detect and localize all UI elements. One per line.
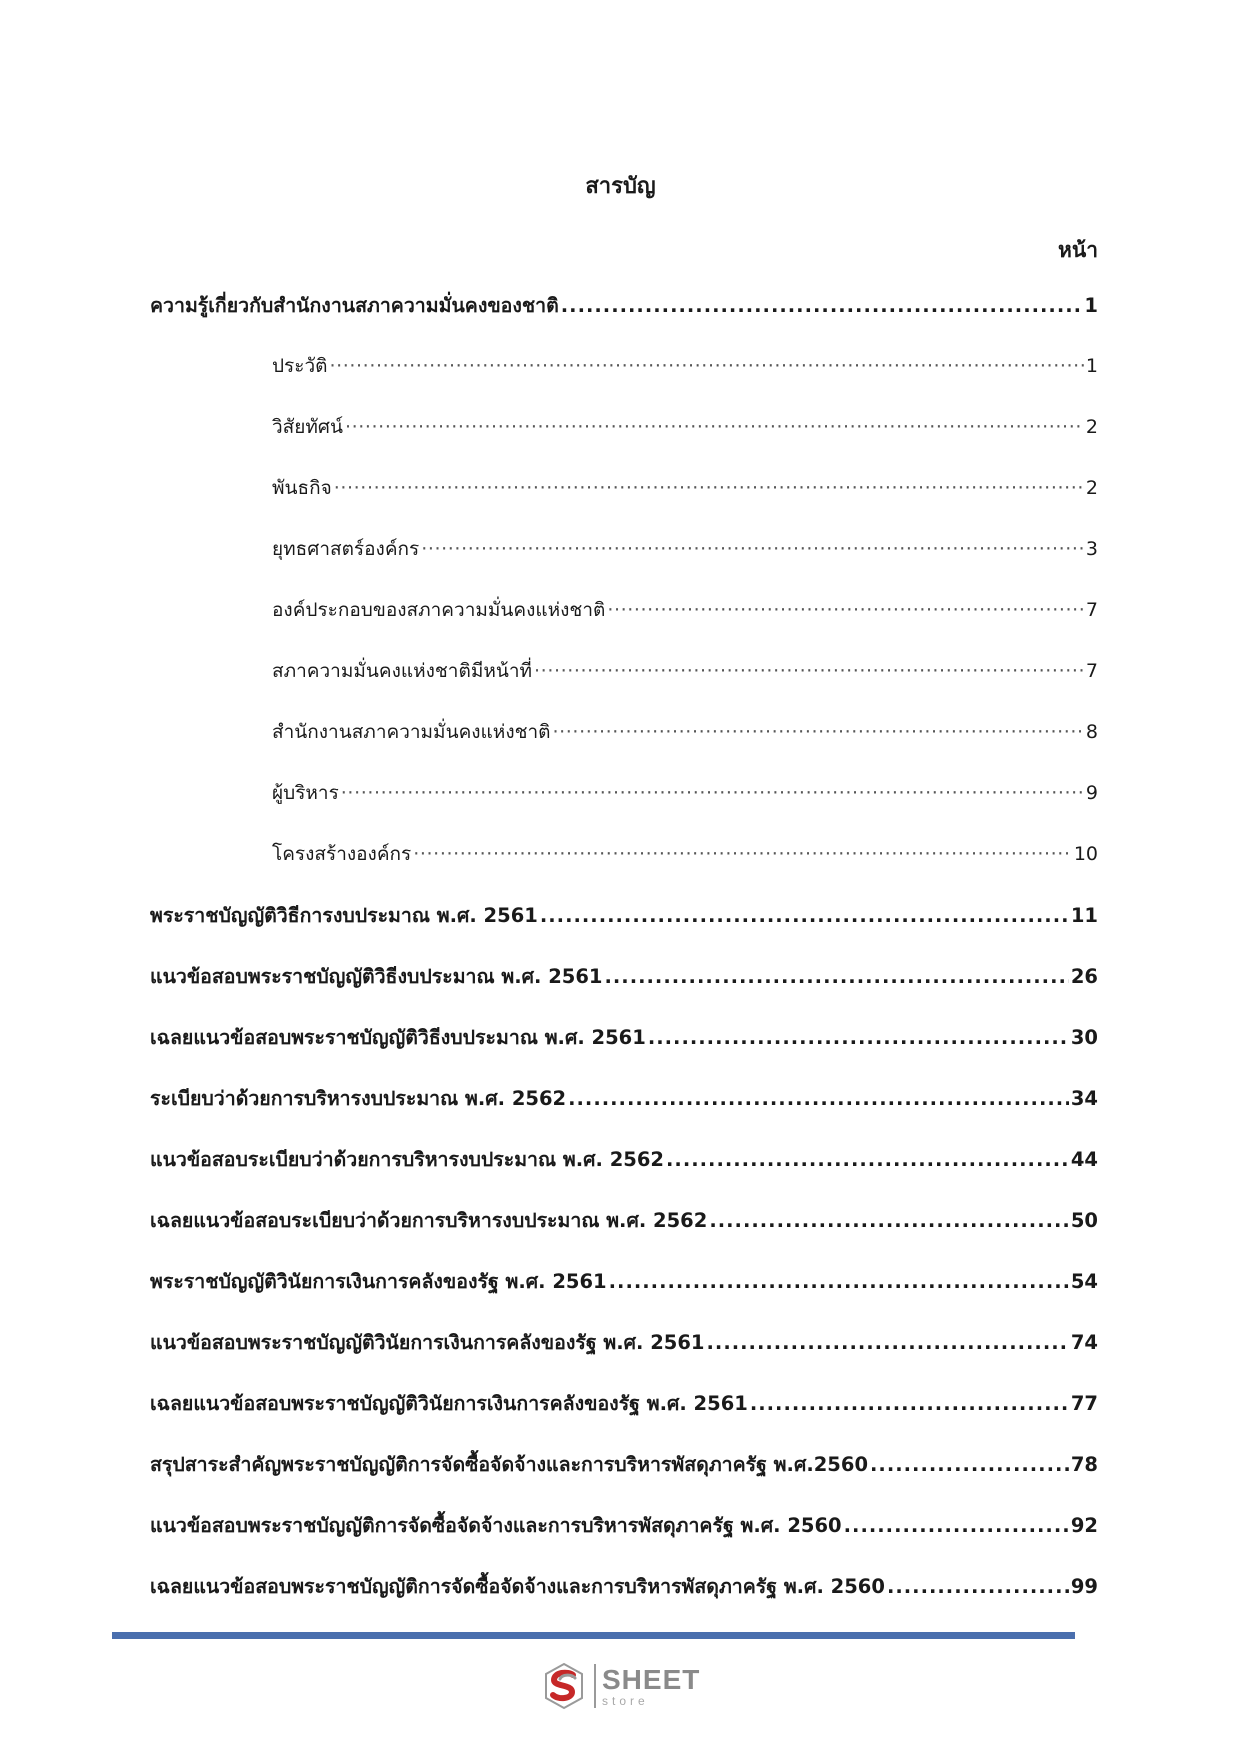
toc-entry-label: ประวัติ [272,355,328,377]
dot-leader [329,355,1083,377]
toc-entry [150,1083,1098,1144]
toc-entry-label: แนวข้อสอบพระราชบัญญัติการจัดซื้อจัดจ้างและการบริหารพัสดุภาครัฐ พ.ศ. 2560 [150,1514,842,1537]
toc-entry [150,1022,1098,1083]
dot-leader [666,1148,1069,1171]
toc-subentry [150,412,1098,473]
dot-leader [707,1331,1069,1354]
toc-subentry [150,595,1098,656]
toc-subentry [150,534,1098,595]
toc-entry-page: 9 [1085,782,1098,804]
toc-entry-page: 2 [1085,416,1098,438]
dot-leader [540,904,1069,927]
toc-entry-page: 44 [1070,1148,1098,1171]
dot-leader [334,477,1084,499]
toc-entry-page: 3 [1085,538,1098,560]
dot-leader [413,843,1072,865]
toc-title: สารบัญ [585,174,656,199]
toc-entry-label: เฉลยแนวข้อสอบพระราชบัญญัติวิธีงบประมาณ พ.ศ. 2561 [150,1026,646,1049]
dot-leader [553,721,1084,743]
toc-subentry [150,839,1098,900]
dot-leader [561,294,1083,317]
toc-entry [150,1205,1098,1266]
toc-entry-label: แนวข้อสอบพระราชบัญญัติวิธีงบประมาณ พ.ศ. 2561 [150,965,603,988]
toc-entry-label: เฉลยแนวข้อสอบระเบียบว่าด้วยการบริหารงบประมาณ พ.ศ. 2562 [150,1209,708,1232]
toc-entry [150,290,1098,351]
dot-leader [607,599,1084,621]
toc-entry-label: สภาความมั่นคงแห่งชาติมีหน้าที่ [272,660,533,682]
toc-entry-page: 11 [1070,904,1098,927]
toc-entry [150,1266,1098,1327]
page-column-heading: หน้า [1058,238,1098,262]
toc-entry-page: 10 [1073,843,1098,865]
toc-entry-label: สรุปสาระสำคัญพระราชบัญญัติการจัดซื้อจัดจ้างและการบริหารพัสดุภาครัฐ พ.ศ.2560 [150,1453,869,1476]
toc-entry-page: 8 [1085,721,1098,743]
toc-entry-label: ยุทธศาสตร์องค์กร [272,538,420,560]
toc-entry-label: สำนักงานสภาความมั่นคงแห่งชาติ [272,721,551,743]
logo-divider [594,1664,596,1708]
toc-entry-page: 2 [1085,477,1098,499]
toc-entry-page: 78 [1070,1453,1098,1476]
dot-leader [568,1087,1069,1110]
toc-subentry [150,717,1098,778]
toc-entry-label: องค์ประกอบของสภาความมั่นคงแห่งชาติ [272,599,606,621]
toc-entry-page: 99 [1070,1575,1098,1598]
dot-leader [887,1575,1069,1598]
logo-text [602,1663,701,1708]
toc-entry [150,900,1098,961]
toc-entry [150,1571,1098,1632]
toc-entry-page: 7 [1085,660,1098,682]
dot-leader [421,538,1084,560]
dot-leader [604,965,1068,988]
toc-subentry [150,473,1098,534]
toc-entry-label: โครงสร้างองค์กร [272,843,412,865]
toc-entry-label: แนวข้อสอบพระราชบัญญัติวินัยการเงินการคลังของรัฐ พ.ศ. 2561 [150,1331,705,1354]
dot-leader [844,1514,1069,1537]
toc-entry [150,1144,1098,1205]
toc-entry [150,1327,1098,1388]
sheet-store-logo-icon [542,1662,586,1710]
toc-entry [150,1510,1098,1571]
toc-entry [150,961,1098,1022]
toc-entry-label: พระราชบัญญัติวิธีการงบประมาณ พ.ศ. 2561 [150,904,538,927]
dot-leader [870,1453,1069,1476]
toc-entry-page: 50 [1070,1209,1098,1232]
dot-leader [341,782,1084,804]
logo-sub: store [602,1693,649,1708]
toc-entry-label: เฉลยแนวข้อสอบพระราชบัญญัติการจัดซื้อจัดจ้างและการบริหารพัสดุภาครัฐ พ.ศ. 2560 [150,1575,885,1598]
toc-entry-page: 1 [1085,355,1098,377]
toc-entry-page: 77 [1070,1392,1098,1415]
toc-subentry [150,351,1098,412]
toc-entry-page: 7 [1085,599,1098,621]
toc-entry [150,1388,1098,1449]
toc-entry-label: พันธกิจ [272,477,332,499]
toc-entry-page: 1 [1084,294,1098,317]
toc-subentry [150,656,1098,717]
toc-entry-label: ผู้บริหาร [272,782,339,804]
dot-leader [648,1026,1069,1049]
toc-entry-label: วิสัยทัศน์ [272,416,343,438]
toc-entry [150,1449,1098,1510]
toc-entry-page: 34 [1070,1087,1098,1110]
toc-entry-page: 54 [1070,1270,1098,1293]
toc-entry-label: ความรู้เกี่ยวกับสำนักงานสภาความมั่นคงของชาติ [150,294,559,317]
toc-entry-label: เฉลยแนวข้อสอบพระราชบัญญัติวินัยการเงินการคลังของรัฐ พ.ศ. 2561 [150,1392,748,1415]
sheet-store-logo [542,1660,700,1712]
toc-entry-page: 30 [1070,1026,1098,1049]
dot-leader [709,1209,1069,1232]
dot-leader [609,1270,1069,1293]
dot-leader [750,1392,1069,1415]
toc-entry-label: ระเบียบว่าด้วยการบริหารงบประมาณ พ.ศ. 2562 [150,1087,567,1110]
toc-entry-label: พระราชบัญญัติวินัยการเงินการคลังของรัฐ พ.ศ. 2561 [150,1270,607,1293]
footer-rule [112,1632,1075,1639]
toc-entry-page: 74 [1070,1331,1098,1354]
toc-entry-label: แนวข้อสอบระเบียบว่าด้วยการบริหารงบประมาณ พ.ศ. 2562 [150,1148,664,1171]
dot-leader [345,416,1084,438]
dot-leader [534,660,1084,682]
toc-subentry [150,778,1098,839]
table-of-contents [150,290,1098,1632]
logo-word: SHEET [602,1663,701,1695]
toc-entry-page: 26 [1070,965,1098,988]
toc-entry-page: 92 [1070,1514,1098,1537]
